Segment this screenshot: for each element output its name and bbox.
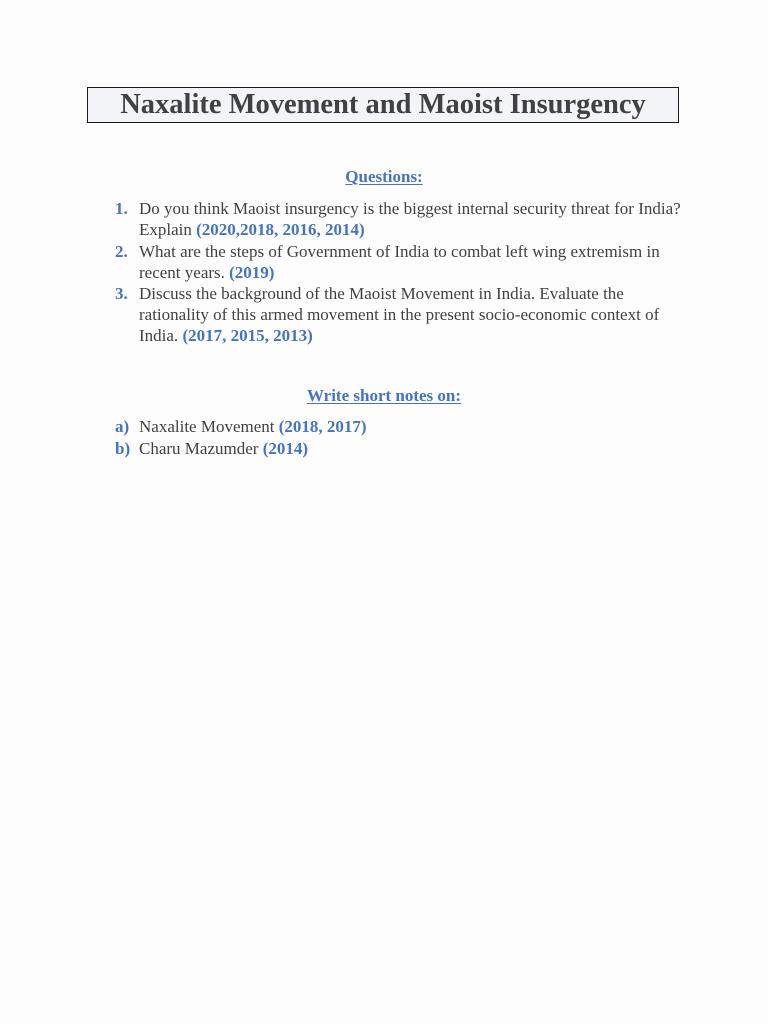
note-item [112,438,682,459]
question-item [112,283,682,346]
note-years: (2018, 2017) [278,417,367,436]
question-text-container [139,198,682,240]
list-marker: 2. [115,241,128,261]
question-text-container [139,241,682,283]
question-text: Discuss the background of the Maoist Movement in India. Evaluate the rationality of this armed movement in the present socio-economic context of India. [139,284,660,345]
question-years: (2019) [229,262,275,282]
list-marker: b) [115,438,131,458]
question-text: What are the steps of Government of India to combat left wing extremism in recent years. [139,241,660,282]
question-years: (2020,2018, 2016, 2014) [196,220,365,239]
list-marker: 1. [115,199,128,218]
short-notes-heading: Write short notes on: [306,386,462,405]
note-years: (2014) [262,438,309,458]
questions-heading: Questions: [345,167,423,186]
question-text-container [139,283,682,346]
title-box [87,87,679,123]
short-notes-list [112,416,682,459]
list-marker: 3. [115,284,128,303]
page-title: Naxalite Movement and Maoist Insurgency [120,89,646,120]
questions-list [112,198,682,346]
note-text-container [139,416,682,437]
question-years: (2017, 2015, 2013) [182,326,313,345]
note-text: Naxalite Movement [139,417,275,436]
list-marker: a) [115,417,130,436]
question-item [112,198,682,240]
note-text-container [139,438,682,459]
question-text: Do you think Maoist insurgency is the biggest internal security threat for India? Explain [139,199,681,239]
note-text: Charu Mazumder [139,438,259,458]
note-item [112,416,682,437]
question-item [112,241,682,283]
